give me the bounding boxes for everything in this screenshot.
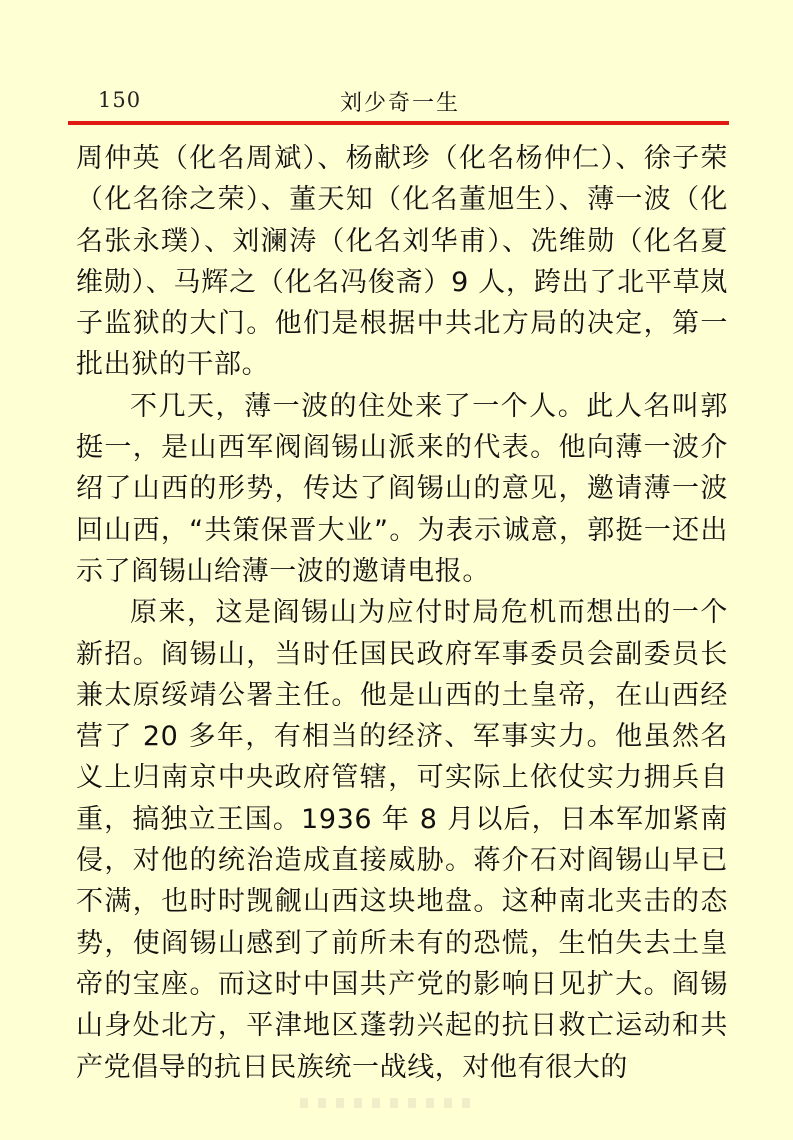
page-bottom-smudge — [300, 1098, 480, 1108]
paragraph: 原来，这是阎锡山为应付时局危机而想出的一个新招。阎锡山，当时任国民政府军事委员会副委员长兼太原绥靖公署主任。他是山西的土皇帝，在山西经营了 20 多年，有相当的经济、军事实力。他虽然名义上归南京中央政府管辖，可实际上依仗实力拥兵自重，搞独立王国。1936 年 8 月以后，日本军加紧南侵，对他的统治造成直接威胁。蒋介石对阎锡山早已不满，也时时觊觎山西这块地盘。这种南北夹击的态势，使阎锡山感到了前所未有的恐慌，生怕失去土皇帝的宝座。而这时中国共产党的影响日见扩大。阎锡山身处北方，平津地区蓬勃兴起的抗日救亡运动和共产党倡导的抗日民族统一战线，对他有很大的 — [76, 597, 728, 1083]
page-number: 150 — [98, 88, 142, 112]
running-title: 刘少奇一生 — [340, 91, 461, 116]
body-text — [76, 138, 728, 1088]
paragraph: 不几天，薄一波的住处来了一个人。此人名叫郭挺一，是山西军阀阎锡山派来的代表。他向薄一波介绍了山西的形势，传达了阎锡山的意见，邀请薄一波回山西，“共策保晋大业”。为表示诚意，郭挺一还出示了阎锡山给薄一波的邀请电报。 — [76, 390, 728, 587]
page-header — [68, 86, 728, 118]
header-divider — [68, 121, 729, 125]
paragraph-continued: 周仲英（化名周斌）、杨献珍（化名杨仲仁）、徐子荣（化名徐之荣）、董天知（化名董旭生）、薄一波（化名张永璞）、刘澜涛（化名刘华甫）、冼维勋（化名夏维勋）、马辉之（化名冯俊斋）9 人，跨出了北平草岚子监狱的大门。他们是根据中共北方局的决定，第一批出狱的干部。 — [76, 143, 728, 381]
